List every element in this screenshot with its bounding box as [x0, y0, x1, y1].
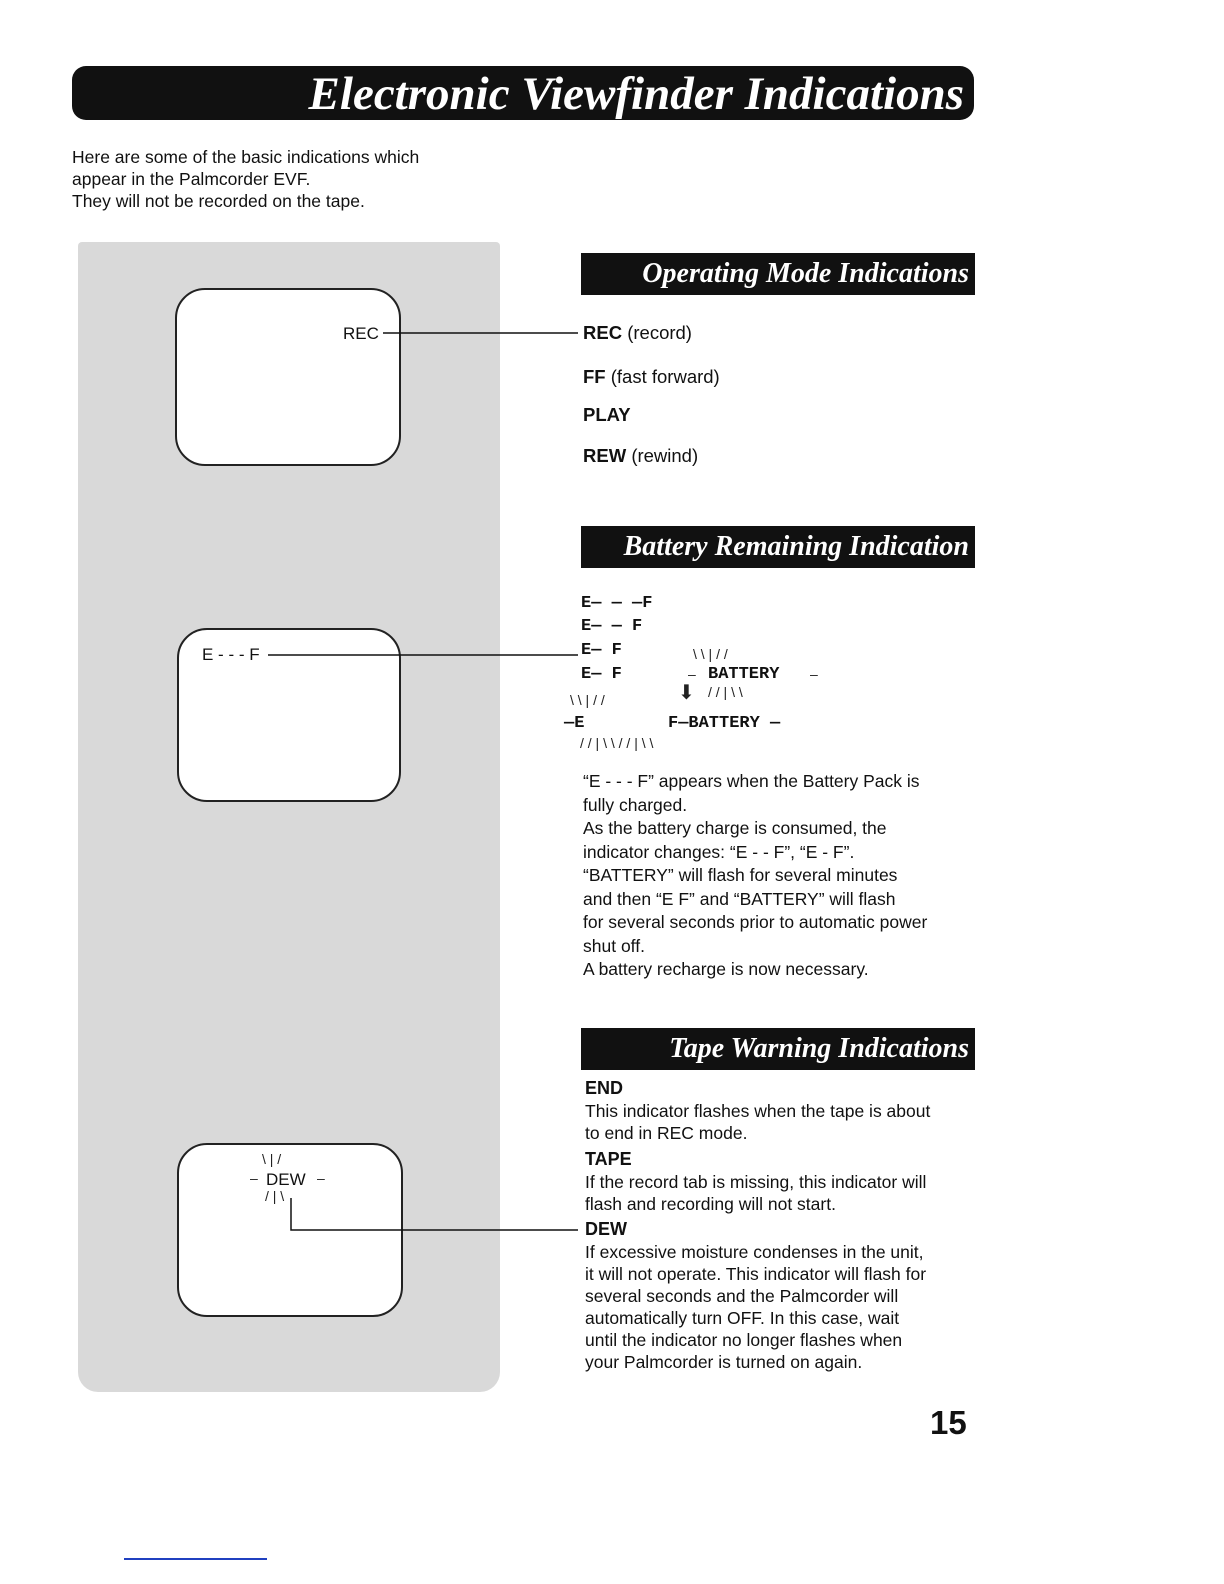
intro-line: They will not be recorded on the tape.: [72, 191, 365, 211]
tape-tape-line: flash and recording will not start.: [585, 1194, 836, 1214]
battery-desc-line: shut off.: [583, 935, 645, 956]
battery-flash-dash: –: [688, 666, 696, 682]
mode-desc: (fast forward): [610, 366, 720, 387]
mode-code: FF: [583, 366, 606, 387]
battery-flash-marks-top: \ \ | / /: [693, 646, 728, 662]
battery-row-one: E— F: [581, 641, 622, 660]
battery-desc-line: “E - - - F” appears when the Battery Pack is: [583, 771, 920, 791]
mode-item-ff: [583, 366, 720, 388]
down-arrow-icon: ⬇: [678, 682, 695, 704]
tape-end-line: This indicator flashes when the tape is about: [585, 1101, 931, 1121]
battery-heading: Battery Remaining Indication: [581, 526, 975, 568]
intro-line: Here are some of the basic indications which: [72, 147, 420, 167]
battery-desc-line: for several seconds prior to automatic power: [583, 912, 928, 932]
tape-dew-line: If excessive moisture condenses in the unit,: [585, 1242, 924, 1262]
battery-row-two: E— — F: [581, 617, 643, 636]
tape-dew-line: automatically turn OFF. In this case, wait: [585, 1308, 900, 1328]
screen-battery-label: E - - - F: [202, 645, 260, 664]
mode-desc: (rewind): [631, 445, 699, 466]
tape-dew-line: it will not operate. This indicator will flash for: [585, 1264, 927, 1284]
mode-code: REW: [583, 445, 627, 466]
battery-flash-row-right: F—BATTERY —: [668, 714, 781, 733]
mode-item-play: [583, 404, 631, 426]
dew-flash-top: \ | /: [262, 1151, 282, 1167]
tape-dew-text: [585, 1241, 926, 1373]
battery-flash-marks-bottom: / / | \ \ / / | \ \: [580, 735, 654, 751]
tape-warning-heading: Tape Warning Indications: [581, 1028, 975, 1070]
tape-tape-title: TAPE: [585, 1149, 632, 1169]
operating-mode-heading: Operating Mode Indications: [581, 253, 975, 295]
dew-flash-bottom: / | \: [265, 1188, 285, 1204]
battery-desc-line: “BATTERY” will flash for several minutes: [583, 865, 898, 885]
dew-flash-right: –: [317, 1170, 325, 1186]
tape-end-line: to end in REC mode.: [585, 1123, 748, 1143]
battery-flash-row-left: —E: [564, 714, 585, 733]
battery-row-empty: E— F: [581, 665, 622, 684]
screen-dew-label: DEW: [266, 1170, 306, 1189]
tape-tape-line: If the record tab is missing, this indicator will: [585, 1172, 927, 1192]
battery-desc-line: As the battery charge is consumed, the: [583, 818, 887, 838]
tape-end-text: [585, 1100, 930, 1144]
mode-desc: (record): [627, 322, 692, 343]
tape-dew-line: until the indicator no longer flashes when: [585, 1330, 903, 1350]
battery-row-full: E— — —F: [581, 594, 653, 613]
mode-code: REC: [583, 322, 623, 343]
screen-rec-label: REC: [343, 324, 379, 343]
footer-rule: [124, 1558, 267, 1560]
battery-warning-word: BATTERY: [708, 665, 780, 684]
tape-end-title: END: [585, 1078, 624, 1098]
battery-desc-line: fully charged.: [583, 794, 688, 815]
battery-description: [583, 770, 983, 982]
tape-dew-title: DEW: [585, 1219, 627, 1239]
page-number: 15: [930, 1404, 967, 1441]
dew-flash-left: –: [250, 1170, 258, 1186]
mode-item-rec: [583, 322, 692, 344]
battery-desc-line: indicator changes: “E - - F”, “E - F”.: [583, 841, 855, 862]
tape-dew-line: several seconds and the Palmcorder will: [585, 1286, 899, 1306]
battery-flash-marks-mid2: / / | \ \: [708, 684, 743, 700]
tape-dew-line: your Palmcorder is turned on again.: [585, 1352, 863, 1372]
battery-flash-dash-right: –: [810, 666, 818, 682]
intro-line: appear in the Palmcorder EVF.: [72, 169, 311, 189]
page-title: Electronic Viewfinder Indications: [308, 68, 964, 120]
battery-desc-line: and then “E F” and “BATTERY” will flash: [583, 888, 896, 909]
battery-flash-marks-mid: \ \ | / /: [570, 692, 605, 708]
mode-item-rew: [583, 445, 698, 467]
mode-code: PLAY: [583, 404, 631, 425]
battery-desc-line: A battery recharge is now necessary.: [583, 959, 869, 979]
dew-leader-line: [291, 1198, 578, 1230]
tape-tape-text: [585, 1171, 926, 1215]
